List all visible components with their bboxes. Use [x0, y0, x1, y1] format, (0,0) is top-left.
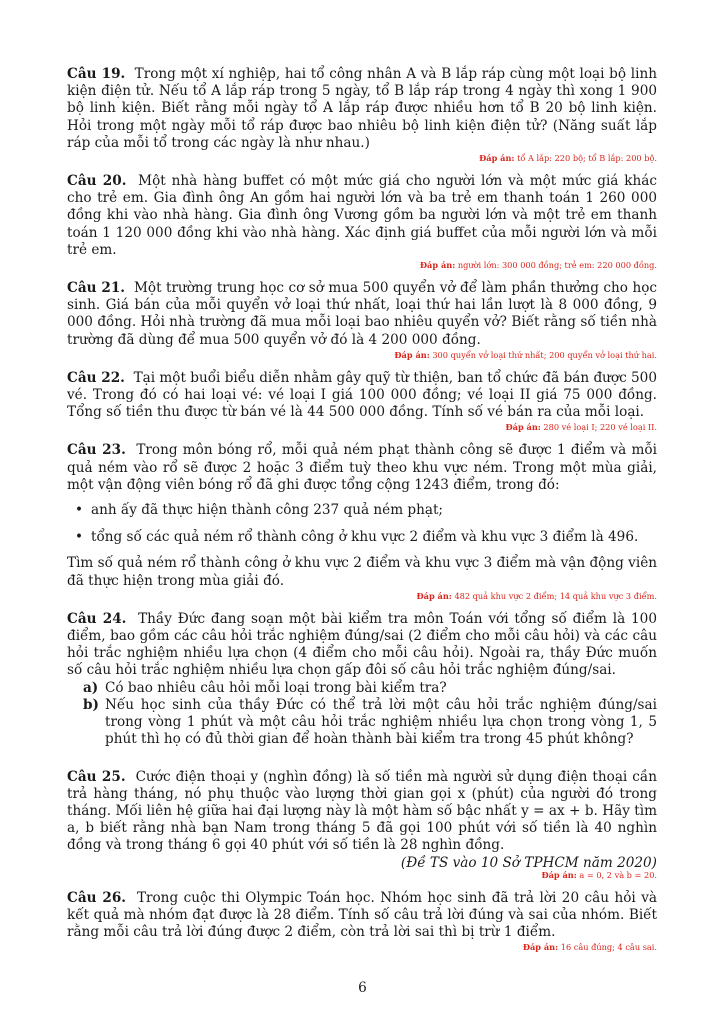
answer-text: 280 vé loại I; 220 vé loại II. [543, 422, 657, 433]
question-21 [67, 280, 657, 349]
question-19 [67, 66, 657, 152]
answer-text: tổ A lắp: 220 bộ; tổ B lắp: 200 bộ. [517, 153, 657, 164]
question-text: Tại một buổi biểu diễn nhằm gây quỹ từ thiện, ban tổ chức đã bán được 500 vé. Trong đó có hai loại vé: vé loại I giá 100 000 đồng; vé loại II giá 75 000 đồng. Tổng số tiền thu được từ bán vé là 44 500 000 đồng. Tính số vé bán ra của mỗi loại. [67, 369, 657, 421]
question-label: Câu 20. [67, 173, 127, 190]
list-item: • tổng số các quả ném rổ thành công ở khu vực 2 điểm và khu vực 3 điểm là 496. [75, 529, 639, 546]
answer-text: a = 0, 2 và b = 20. [579, 869, 657, 880]
document-page [67, 66, 657, 952]
question-label: Câu 19. [67, 66, 126, 82]
question-text-closing: Tìm số quả ném rổ thành công ở khu vực 2 điểm và khu vực 3 điểm mà vận động viên đã thực hiện trong mùa giải đó. [67, 555, 657, 589]
question-label: Câu 24. [67, 610, 127, 627]
question-text: Một trường trung học cơ sở mua 500 quyển vở để làm phần thưởng cho học sinh. Giá bán của mỗi quyển vở loại thứ nhất, loại thứ hai lần lượt là 8 000 đồng, 9 000 đồng. Hỏi nhà trường đã mua mỗi loại bao nhiêu quyển vở? Biết rằng số tiền nhà trường đã dùng để mua 500 quyển vở đó là 4 200 000 đồng. [67, 280, 657, 348]
sub-question-list [67, 680, 657, 749]
question-label: Câu 23. [67, 442, 126, 459]
sub-question: a) Có bao nhiêu câu hỏi mỗi loại trong bài kiểm tra? [83, 679, 447, 696]
answer-label: Đáp án: [416, 590, 452, 601]
answer-label: Đáp án: [419, 260, 456, 271]
question-label: Câu 22. [67, 369, 125, 386]
question-22 [67, 370, 657, 422]
question-label: Câu 26. [67, 889, 127, 906]
question-text: Trong một xí nghiệp, hai tổ công nhân A và B lắp ráp cùng một loại bộ linh kiện điện tử. Nếu tổ A lắp ráp trong 5 ngày, tổ B lắp ráp trong 4 ngày thì xong 1 900 bộ linh kiện. Biết rằng mỗi ngày tổ A lắp ráp được nhiều hơn tổ B 20 bộ linh kiện. Hỏi trong một ngày mỗi tổ ráp được bao nhiêu bộ linh kiện điện tử? (Năng suất lắp ráp của mỗi tổ trong các ngày là như nhau.) [67, 66, 657, 151]
question-text: Trong môn bóng rổ, mỗi quả ném phạt thành công sẽ được 1 điểm và mỗi quả ném vào rổ sẽ được 2 hoặc 3 điểm tuỳ theo khu vực ném. Trong một mùa giải, một vận động viên bóng rổ đã ghi được tổng cộng 1243 điểm, trong đó: [67, 442, 657, 493]
list-item: • anh ấy đã thực hiện thành công 237 quả ném phạt; [75, 502, 444, 519]
bullet-icon: • [75, 529, 84, 546]
answer-26 [67, 942, 657, 952]
question-text: Thầy Đức đang soạn một bài kiểm tra môn Toán với tổng số điểm là 100 điểm, bao gồm các câu hỏi trắc nghiệm đúng/sai (2 điểm cho mỗi câu hỏi) và các câu hỏi trắc nghiệm nhiều lựa chọn (4 điểm cho mỗi câu hỏi). Ngoài ra, thầy Đức muốn số câu hỏi trắc nghiệm nhiều lựa chọn gấp đôi số câu hỏi trắc nghiệm đúng/sai. [67, 610, 657, 679]
answer-label: Đáp án: [541, 869, 577, 880]
answer-label: Đáp án: [479, 153, 515, 164]
answer-label: Đáp án: [522, 942, 559, 953]
question-24 [67, 611, 657, 680]
answer-22 [67, 422, 657, 432]
answer-23 [67, 591, 657, 601]
answer-text: 482 quả khu vực 2 điểm; 14 quả khu vực 3 điểm. [454, 590, 657, 601]
question-source: (Đề TS vào 10 Sở TPHCM năm 2020) [400, 854, 657, 871]
question-23 [67, 442, 657, 494]
question-text: Một nhà hàng buffet có một mức giá cho người lớn và một mức giá khác cho trẻ em. Gia đình ông An gồm hai người lớn và ba trẻ em thanh toán 1 260 000 đồng khi vào nhà hàng. Gia đình ông Vương gồm ba người lớn và một trẻ em thanh toán 1 120 000 đồng khi vào nhà hàng. Xác định giá buffet của mỗi người lớn và mỗi trẻ em. [67, 173, 657, 258]
page-number: 6 [358, 980, 367, 996]
question-text: Cước điện thoại y (nghìn đồng) là số tiền mà người sử dụng điện thoại cần trả hàng tháng, nó phụ thuộc vào lượng thời gian gọi x (phút) của người đó trong tháng. Mối liên hệ giữa hai đại lượng này là một hàm số bậc nhất y = ax + b. Hãy tìm a, b biết rằng nhà bạn Nam trong tháng 5 đã gọi 100 phút với số tiền là 40 nghìn đồng và trong tháng 6 gọi 40 phút với số tiền là 28 nghìn đồng. [67, 768, 657, 854]
question-26 [67, 890, 657, 942]
question-25 [67, 769, 657, 855]
answer-21 [67, 350, 657, 360]
answer-25 [67, 870, 657, 880]
question-label: Câu 25. [67, 768, 126, 785]
answer-20 [67, 260, 657, 270]
sub-question: b) Nếu học sinh của thầy Đức có thể trả lời một câu hỏi trắc nghiệm đúng/sai trong vòng 1 phút và một câu hỏi trắc nghiệm nhiều lựa chọn trong vòng 1, 5 phút thì họ có đủ thời gian để hoàn thành bài kiểm tra trong 45 phút không? [83, 696, 657, 748]
answer-label: Đáp án: [505, 422, 541, 433]
bullet-icon: • [75, 502, 84, 519]
question-20 [67, 173, 657, 259]
question-text: Trong cuộc thi Olympic Toán học. Nhóm học sinh đã trả lời 20 câu hỏi và kết quả mà nhóm đạt được là 28 điểm. Tính số câu trả lời đúng và sai của nhóm. Biết rằng mỗi câu trả lời đúng được 2 điểm, còn trả lời sai thì bị trừ 1 điểm. [67, 889, 657, 941]
answer-text: 16 câu đúng; 4 câu sai. [560, 942, 657, 953]
answer-text: người lớn: 300 000 đồng; trẻ em: 220 000 đồng. [457, 260, 657, 271]
question-label: Câu 21. [67, 280, 126, 297]
bullet-list [67, 502, 657, 546]
answer-19 [67, 153, 657, 163]
answer-text: 300 quyển vở loại thứ nhất; 200 quyển vở loại thứ hai. [432, 349, 657, 360]
answer-label: Đáp án: [394, 349, 430, 360]
